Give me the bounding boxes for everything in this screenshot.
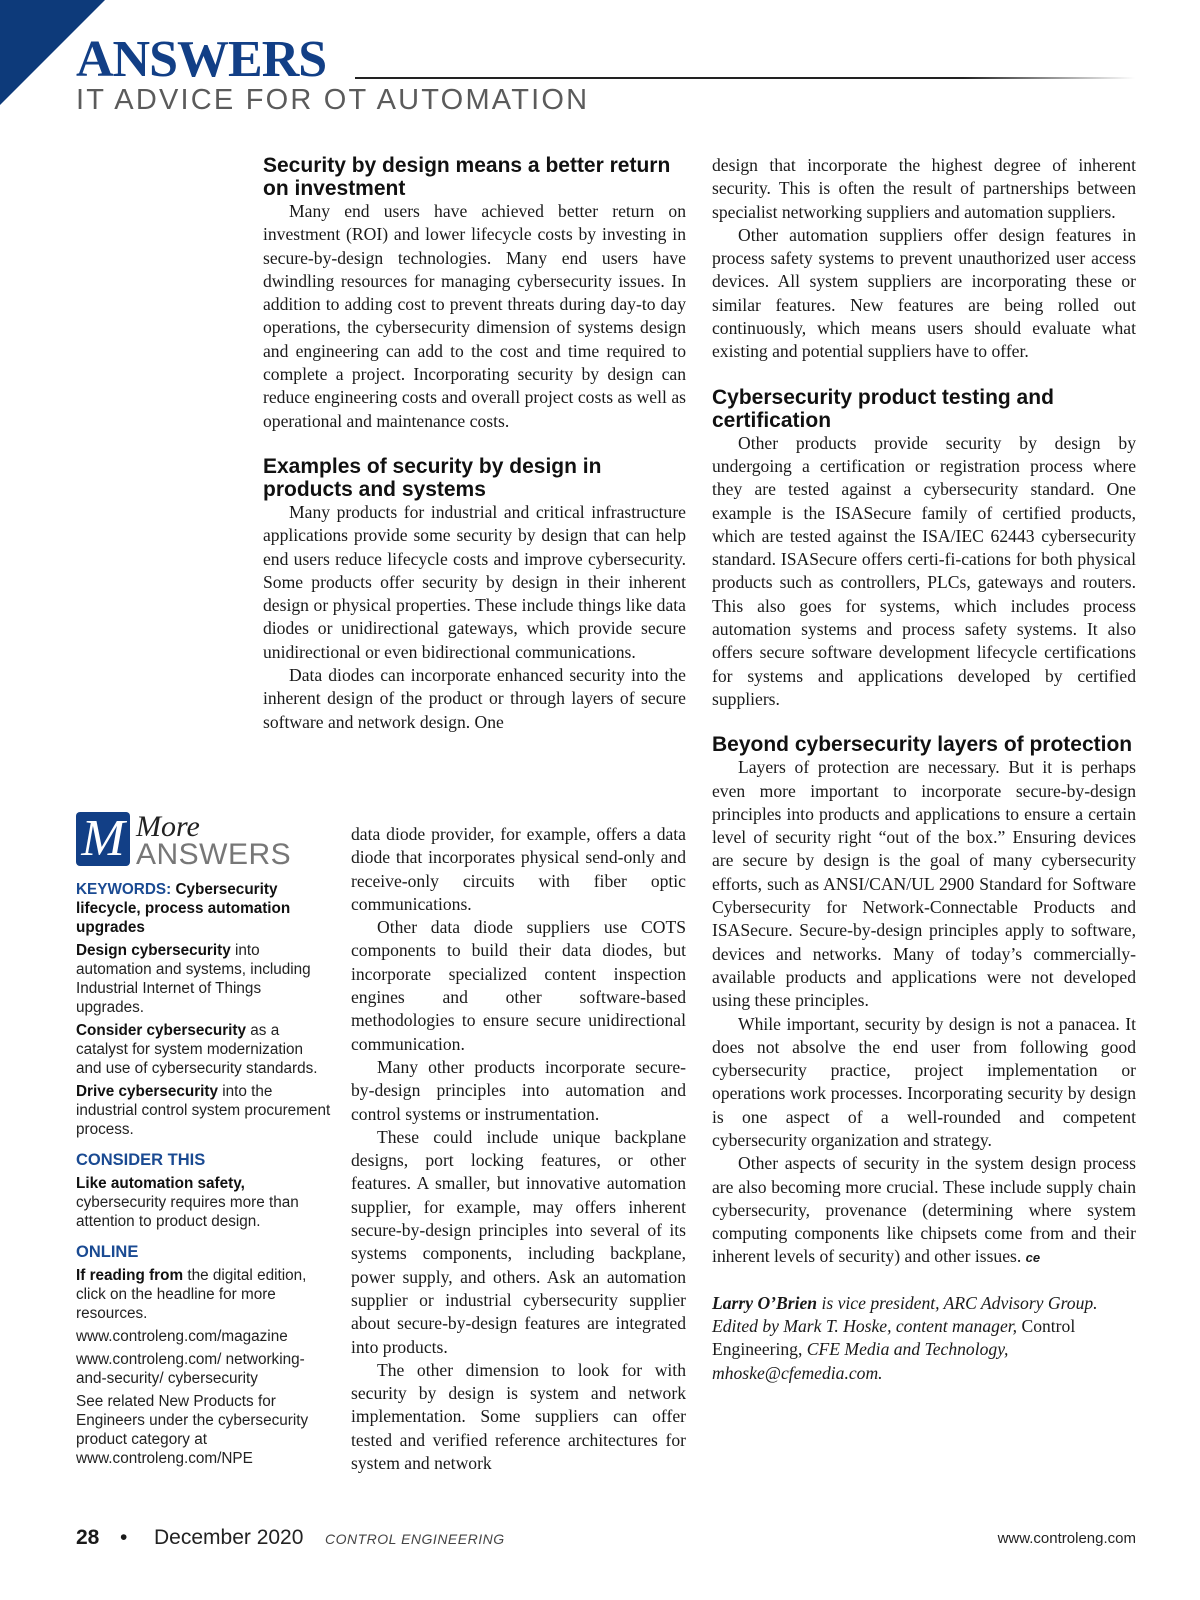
paragraph: These could include unique backplane designs, port locking features, or other features. A smaller, but innovative automation supplier, for example, may offers inherent secure-by-design principles into several of its systems components, including backplane, power supply, and others. Ask an automation supplier or industrial cybersecurity supplier about secure-by-design features are integrated into products. xyxy=(351,1126,686,1357)
author-name: Larry O’Brien xyxy=(712,1292,818,1313)
article-column-3 xyxy=(712,154,1136,1385)
sidebar-item xyxy=(76,1021,331,1078)
publication-name: Control Engineering, xyxy=(712,1316,1076,1360)
paragraph: Other data diode suppliers use COTS components to build their data diodes, but incorporate specialized content inspection engines and other software-based methodologies to ensure secure unidirectional communication. xyxy=(351,917,686,1054)
sidebar-item-bold: Design cybersecurity xyxy=(76,942,231,959)
heading-examples: Examples of security by design in products and systems xyxy=(263,454,602,501)
sidebar-item-bold: Drive cybersecurity xyxy=(76,1083,219,1100)
consider-this-heading: CONSIDER THIS xyxy=(76,1151,206,1169)
paragraph: Other products provide security by design by undergoing a certification or registration process where they are tested against a cybersecurity standard. One example is the ISASecure family of certified products, which are tested against the ISA/IEC 62443 cybersecurity standard. ISASecure offers certi-fi-cations for both physical products such as controllers, PLCs, gateways and routers. This also goes for systems, which includes process automation systems and process safety systems. It also offers secure software development lifecycle certifications for systems and applications developed by certified suppliers. xyxy=(712,432,1136,709)
more-answers-logo xyxy=(76,812,331,872)
end-mark: ce xyxy=(1025,1250,1041,1266)
keywords-label: KEYWORDS: xyxy=(76,881,172,898)
footer-bullet: • xyxy=(120,1526,128,1549)
paragraph: Many other products incorporate secure-by-design principles into automation and control systems or instrumentation. xyxy=(351,1056,686,1124)
author-contact: CFE Media and Technology, mhoske@cfemedia.com. xyxy=(712,1339,1009,1383)
online-bold: If reading from xyxy=(76,1267,184,1284)
online-rest: the digital edition, click on the headline for more resources. xyxy=(76,1267,307,1322)
paragraph: Many products for industrial and critical infrastructure applications provide some security by design that can help end users reduce lifecycle costs and improve cybersecurity. Some products offer security by design in their inherent design or physical properties. These include things like data diodes or unidirectional gateways, which provide secure unidirectional or even bidirectional communications. xyxy=(263,501,686,662)
paragraph-last xyxy=(712,1152,1136,1269)
consider-this-text xyxy=(76,1174,331,1231)
page-footer xyxy=(76,1526,1136,1556)
logo-answers-text: ANSWERS xyxy=(136,838,292,871)
paragraph: Many end users have achieved better return on investment (ROI) and lower lifecycle costs by investing in secure-by-design technologies. Many end users have dwindling resources for managing cybersecurity issues. In addition to adding cost to prevent threats during day-to day operations, the cybersecurity dimension of systems design and engineering can add to the cost and time required to complete a project. Incorporating security by design can reduce engineering costs and overall project costs as well as operational and maintenance costs. xyxy=(263,201,686,431)
heading-roi: Security by design means a better return on investment xyxy=(263,154,671,200)
paragraph: Layers of protection are necessary. But it is perhaps even more important to incorporate secure-by-design principles into products and applications to ensure a certain level of security right “out of the box.” Ensuring devices are secure by design is the goal of many cybersecurity efforts, such as ANSI/CAN/UL 2900 Standard for Software Cybersecurity for Network-Connectable Products and ISASecure. Secure-by-design principles apply to software, devices and networks. Many of today’s commercially-available products and applications were not developed using these principles. xyxy=(712,757,1136,1011)
author-role: is vice president, ARC Advisory Group. Edited by Mark T. Hoske, content manager, xyxy=(712,1292,1098,1337)
online-heading: ONLINE xyxy=(76,1243,139,1261)
paragraph: design that incorporate the highest degree of inherent security. This is often the result of partnerships between specialist networking suppliers and automation suppliers. xyxy=(712,155,1136,222)
heading-testing: Cybersecurity product testing and certification xyxy=(712,385,1054,432)
article-column-1 xyxy=(263,154,686,734)
logo-more-text: More xyxy=(136,810,200,843)
keywords xyxy=(76,880,331,937)
heading-layers: Beyond cybersecurity layers of protection xyxy=(712,733,1133,757)
footer-url[interactable]: www.controleng.com xyxy=(997,1530,1136,1547)
article-column-2 xyxy=(351,823,686,1475)
paragraph: The other dimension to look for with security by design is system and network implementation. Some suppliers can offer tested and verified reference architectures for system and network xyxy=(351,1359,686,1474)
paragraph-text: Other aspects of security in the system design process are also becoming more crucial. These include supply chain cybersecurity, provenance (determining where system computing components like chipsets come from and their inherent levels of security) and other issues. xyxy=(712,1153,1136,1267)
paragraph: Other automation suppliers offer design features in process safety systems to prevent unauthorized user access devices. All system suppliers are incorporating these or similar features. New features are being rolled out continuously, which means users should evaluate what existing and potential suppliers have to offer. xyxy=(712,224,1136,362)
paragraph: While important, security by design is not a panacea. It does not absolve the end user from following good cybersecurity practice, project implementation or operations work processes. Incorporating security by design is one aspect of a well-rounded and competent cybersecurity organization and strategy. xyxy=(712,1013,1136,1150)
sidebar-item xyxy=(76,1082,331,1139)
section-subtitle: IT ADVICE FOR OT AUTOMATION xyxy=(76,84,590,116)
sidebar-item-text: into automation and systems, including Industrial Internet of Things upgrades. xyxy=(76,942,311,1016)
paragraph: data diode provider, for example, offers a data diode that incorporates physical send-only and receive-only circuits with fiber optic communications. xyxy=(351,824,686,914)
consider-rest: cybersecurity requires more than attention to product design. xyxy=(76,1194,299,1230)
sidebar-item xyxy=(76,941,331,1017)
online-link-npe[interactable]: See related New Products for Engineers under the cybersecurity product category at www.controleng.com/NPE xyxy=(76,1393,309,1467)
page-number: 28 xyxy=(76,1526,100,1549)
sidebar-item-bold: Consider cybersecurity xyxy=(76,1022,247,1039)
sidebar-item-text: as a catalyst for system modernization and use of cybersecurity standards. xyxy=(76,1022,318,1077)
online-text xyxy=(76,1266,331,1323)
keywords-value: Cybersecurity lifecycle, process automation upgrades xyxy=(76,881,291,936)
title-rule xyxy=(355,77,1135,79)
magazine-name: CONTROL ENGINEERING xyxy=(325,1531,505,1547)
consider-bold: Like automation safety, xyxy=(76,1175,245,1192)
paragraph: Data diodes can incorporate enhanced security into the inherent design of the product or through layers of secure software and network design. One xyxy=(263,665,686,732)
more-answers-sidebar xyxy=(76,812,331,1472)
online-link-magazine[interactable]: www.controleng.com/magazine xyxy=(76,1328,288,1345)
sidebar-item-text: into the industrial control system procurement process. xyxy=(76,1083,331,1138)
section-title: ANSWERS xyxy=(76,31,327,88)
issue-date: December 2020 xyxy=(154,1526,304,1549)
author-bio xyxy=(712,1292,1136,1385)
m-logo-icon: M xyxy=(76,812,130,866)
online-link-cybersecurity[interactable]: www.controleng.com/ networking-and-security/ cybersecurity xyxy=(76,1351,305,1387)
